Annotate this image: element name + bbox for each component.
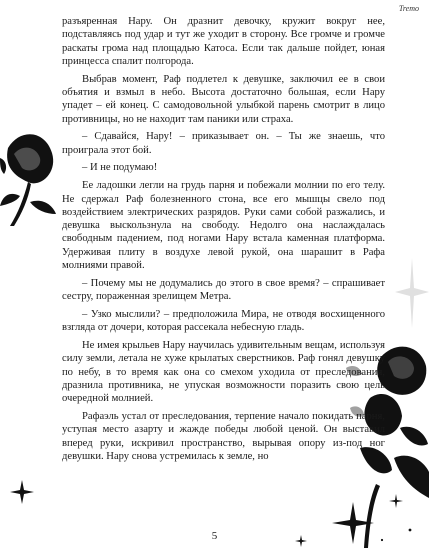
running-header: Tremo (398, 4, 419, 13)
paragraph: Рафаэль устал от преследования, терпение начало покидать парня, уступая место азарту и жажде победы любой ценой. Он выставил вперед руки, искривил пространство, вырывая опору из-под ног девушки. Нару снова устремилась к земле, но (62, 411, 385, 462)
paragraph: – Узко мыслили? – предположила Мира, не отводя восхищенного взгляда от дочери, которая рассекала небесную гладь. (62, 308, 385, 334)
paragraph: Не имея крыльев Нару научилась удивительным вещам, используя силу земли, летала не хуже крылатых сверстников. Раф гонял девушку по небу, в то время как она со смехом уходила от преследования, дразнила противника, не упуская возможности поразить свою цель очередной молнией. (62, 340, 385, 405)
rose-decoration-left (0, 118, 62, 228)
paragraph: Ее ладошки легли на грудь парня и побежали молнии по его телу. Не сдержал Раф болезненного стона, все его мышцы свело под воздействием электрических разрядов. Руки сами собой разжались, и девушка выскользнула на свободу. Недолго она наслаждалась свободным падением, под ногами Нару встала каменная платформа. Удерживая плиту в воздухе левой рукой, она шарашит в Рафа молниями правой. (62, 180, 385, 272)
paragraph: Выбрав момент, Раф подлетел к девушке, заключил ее в свои объятия и взмыл в небо. Высота достаточно большая, если Нару упадет – ей конец. С самодовольной улыбкой парень смотрит в лицо противницы, но не находит там паники или страха. (62, 73, 385, 125)
body-text (62, 15, 385, 468)
paragraph: – Почему мы не додумались до этого в свое время? – спрашивает сестру, пораженная зрелищем Метра. (62, 277, 385, 303)
paragraph: – Сдавайся, Нару! – приказывает он. – Ты же знаешь, что проиграла этот бой. (62, 131, 385, 156)
paragraph: – И не подумаю! (82, 162, 158, 174)
page-number: 5 (211, 530, 218, 542)
paragraph: разъяренная Нару. Он дразнит девочку, кружит вокруг нее, подставляясь под удар и тут же уходит в сторону. Все громче и громче раскаты грома над площадью Катоса. Если так дальше пойдет, юная принцесса спалит полгорода. (62, 16, 385, 67)
